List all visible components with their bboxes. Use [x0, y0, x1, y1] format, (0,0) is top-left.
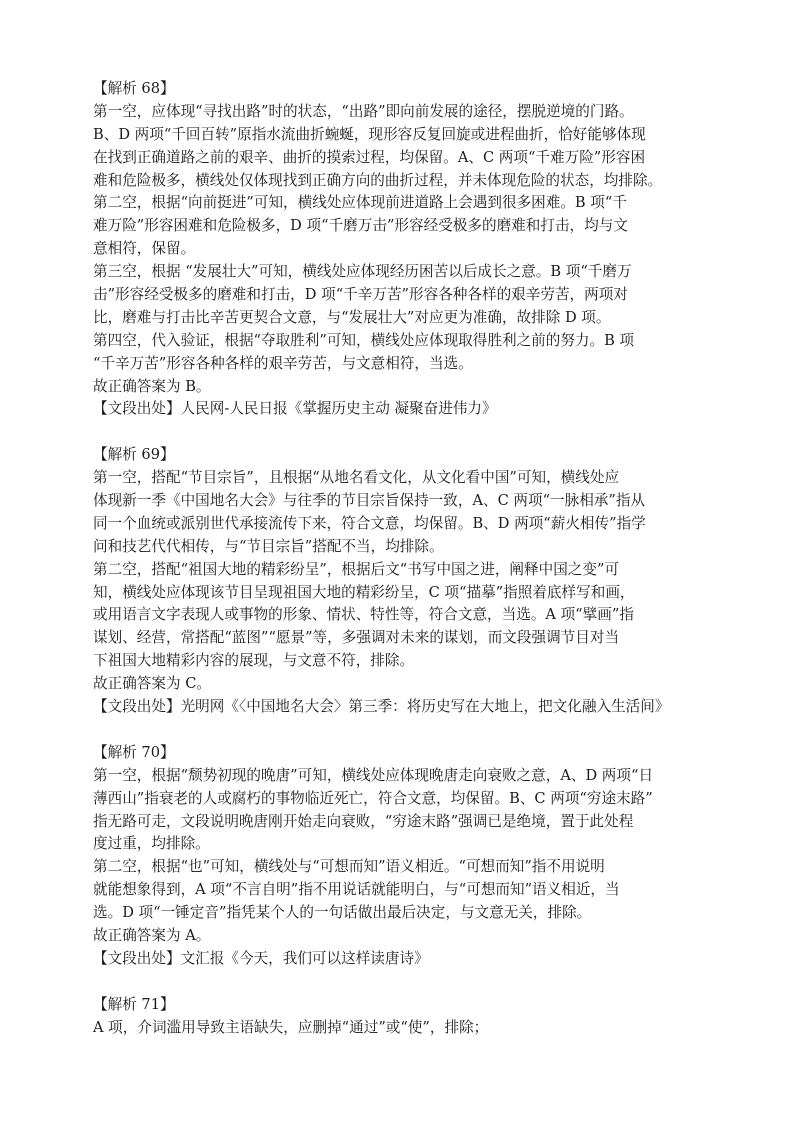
text-line: 第一空，应体现“寻找出路”时的状态，“出路”即向前发展的途径，摆脱逆境的门路。: [93, 102, 634, 120]
section-spacer: [93, 971, 715, 994]
text-line: 下祖国大地精彩内容的展现，与文意不符，排除。: [93, 652, 415, 670]
text-line: 选。D 项“一锤定音”指凭某个人的一句话做出最后决定，与文意无关，排除。: [93, 904, 592, 922]
text-line: 体现新一季《中国地名大会》与往季的节目宗旨保持一致，A、C 两项“一脉相承”指从: [93, 492, 646, 510]
text-line: A 项，介词滥用导致主语缺失，应删掉“通过”或“使”，排除；: [93, 1018, 489, 1036]
text-line: 故正确答案为 A。: [93, 926, 211, 944]
section-heading: 【解析 71】: [93, 995, 175, 1013]
text-line: 薄西山”指衰老的人或腐朽的事物临近死亡，符合文意，均保留。B、C 两项“穷途末路”: [93, 789, 653, 807]
text-line: 知，横线处应体现该节目呈现祖国大地的精彩纷呈，C 项“描摹”指照着底样写和画，: [93, 583, 635, 601]
text-line: 第一空，根据“颓势初现的晚唐”可知，横线处应体现晚唐走向衰败之意，A、D 两项“日: [93, 766, 654, 784]
section-spacer: [93, 421, 715, 444]
section-heading: 【解析 69】: [93, 446, 175, 464]
text-line: 故正确答案为 B。: [93, 377, 211, 395]
text-line: 第二空，根据“也”可知，横线处与“可想而知”语义相近。“可想而知”指不用说明: [93, 858, 605, 876]
text-line: 同一个血统或派别世代承接流传下来，符合文意，均保留。B、D 两项“薪火相传”指学: [93, 514, 646, 532]
analysis-section: [93, 444, 715, 719]
text-line: 第三空，根据 “发展壮大”可知，横线处应体现经历困苦以后成长之意。B 项“千磨万: [93, 263, 632, 281]
section-heading: 【解析 70】: [93, 743, 175, 761]
text-line: 谋划、经营，常搭配“蓝图”“愿景”等，多强调对未来的谋划，而文段强调节目对当: [93, 629, 620, 647]
text-line: 【文段出处】人民网-人民日报《掌握历史主动 凝聚奋进伟力》: [93, 400, 497, 418]
text-line: 意相符，保留。: [93, 240, 196, 258]
text-line: “千辛万苦”形容各种各样的艰辛劳苦，与文意相符，当选。: [93, 354, 473, 372]
text-line: 第二空，搭配“祖国大地的精彩纷呈”，根据后文“书写中国之进，阐释中国之变”可: [93, 560, 620, 578]
text-line: 在找到正确道路之前的艰辛、曲折的摸索过程，均保留。A、C 两项“千难万险”形容困: [93, 148, 646, 166]
text-line: 比，磨难与打击比辛苦更契合文意，与“发展壮大”对应更为准确，故排除 D 项。: [93, 308, 611, 326]
analysis-section: [93, 78, 715, 421]
section-spacer: [93, 719, 715, 742]
text-line: 第一空，搭配“节目宗旨”，且根据“从地名看文化，从文化看中国”可知，横线处应: [93, 469, 620, 487]
text-line: 击”形容经受极多的磨难和打击，D 项“千辛万苦”形容各种各样的艰辛劳苦，两项对: [93, 286, 628, 304]
text-line: 故正确答案为 C。: [93, 675, 211, 693]
text-line: 第四空，代入验证，根据“夺取胜利”可知，横线处应体现取得胜利之前的努力。B 项: [93, 331, 635, 349]
text-line: 难万险”形容困难和危险极多，D 项“千磨万击”形容经受极多的磨难和打击，均与文: [93, 217, 628, 235]
analysis-section: [93, 742, 715, 971]
text-line: 度过重，均排除。: [93, 835, 210, 853]
text-line: B、D 两项“千回百转”原指水流曲折蜿蜒，现形容反复回旋或进程曲折，恰好能够体现: [93, 125, 646, 143]
text-line: 第二空，根据“向前挺进”可知，横线处应体现前进道路上会遇到很多困难。B 项“千: [93, 194, 627, 212]
text-line: 就能想象得到，A 项“不言自明”指不用说话就能明白，与“可想而知”语义相近，当: [93, 881, 620, 899]
text-line: 【文段出处】光明网《〈中国地名大会〉第三季：将历史写在大地上，把文化融入生活间》: [93, 698, 670, 716]
text-line: 指无路可走，文段说明晚唐刚开始走向衰败，“穷途末路”强调已是绝境，置于此处程: [93, 812, 634, 830]
text-line: 问和技艺代代相传，与“节目宗旨”搭配不当，均排除。: [93, 537, 444, 555]
text-line: 【文段出处】文汇报《今天，我们可以这样读唐诗》: [93, 949, 429, 967]
document-page: [93, 78, 715, 1039]
analysis-section: [93, 994, 715, 1040]
section-heading: 【解析 68】: [93, 80, 175, 97]
text-line: 难和危险极多，横线处仅体现找到正确方向的曲折过程，并未体现危险的状态，均排除。: [93, 171, 663, 189]
text-line: 或用语言文字表现人或事物的形象、情状、特性等，符合文意，当选。A 项“擘画”指: [93, 606, 634, 624]
